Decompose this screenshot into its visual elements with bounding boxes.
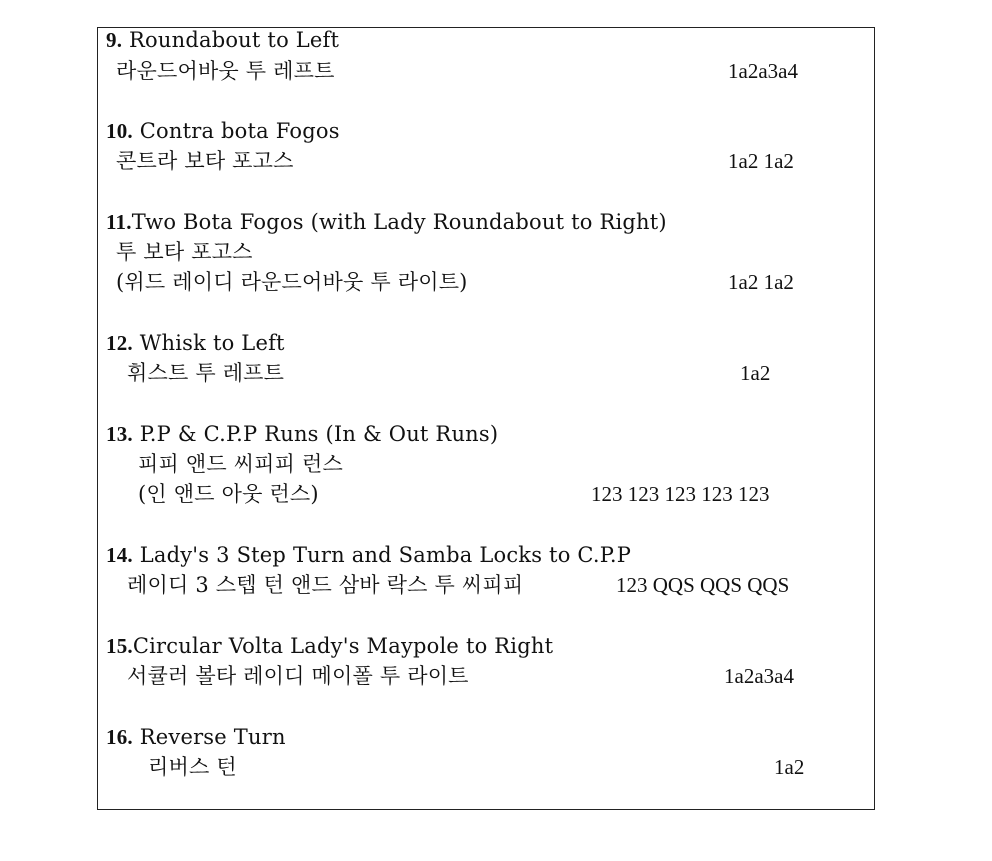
figure-number: 10. (106, 119, 133, 143)
figure-title: Circular Volta Lady's Maypole to Right (132, 634, 554, 658)
figure-title: Lady's 3 Step Turn and Samba Locks to C.P.P (132, 543, 632, 567)
figure-11-title (106, 207, 667, 237)
figure-16-korean: 리버스 턴 (148, 755, 237, 779)
figure-13-title (106, 419, 498, 449)
figure-11-korean-line-2: (위드 레이디 라운드어바웃 투 라이트) (116, 270, 468, 294)
figure-number: 15. (106, 634, 133, 658)
figure-11-count: 1a2 1a2 (728, 270, 794, 294)
figure-number: 12. (106, 331, 133, 355)
figure-14-count: 123 QQS QQS QQS (616, 573, 790, 597)
figure-title: P.P & C.P.P Runs (In & Out Runs) (132, 422, 499, 446)
figure-11-korean-line-1: 투 보타 포고스 (116, 240, 253, 264)
figure-13-korean-line-1: 피피 앤드 씨피피 런스 (138, 452, 343, 476)
figure-14-korean: 레이디 3 스텝 턴 앤드 삼바 락스 투 씨피피 (127, 573, 524, 597)
figure-12-count: 1a2 (740, 361, 771, 385)
figure-13-count: 123 123 123 123 123 (591, 482, 770, 506)
figure-10-korean: 콘트라 보타 포고스 (116, 149, 294, 173)
figure-9-title (106, 25, 339, 55)
figure-16-title (106, 722, 286, 752)
figure-14-title (106, 540, 631, 570)
figure-12-title (106, 328, 285, 358)
figure-15-title (106, 631, 553, 661)
figure-9-korean: 라운드어바웃 투 레프트 (116, 59, 335, 83)
figure-15-count: 1a2a3a4 (724, 664, 794, 688)
figure-number: 11. (106, 210, 132, 234)
figure-number: 16. (106, 725, 133, 749)
figure-number: 9. (106, 28, 123, 52)
figure-title: Two Bota Fogos (with Lady Roundabout to Right) (131, 210, 667, 234)
figure-9-count: 1a2a3a4 (728, 59, 798, 83)
figure-13-korean-line-2: (인 앤드 아웃 런스) (138, 482, 319, 506)
figure-title: Roundabout to Left (122, 28, 340, 52)
figure-title: Reverse Turn (132, 725, 286, 749)
figure-10-title (106, 116, 340, 146)
figure-12-korean: 휘스트 투 레프트 (127, 361, 285, 385)
figure-16-count: 1a2 (774, 755, 805, 779)
figure-10-count: 1a2 1a2 (728, 149, 794, 173)
figure-title: Contra bota Fogos (132, 119, 340, 143)
figure-15-korean: 서큘러 볼타 레이디 메이폴 투 라이트 (127, 664, 469, 688)
figure-title: Whisk to Left (132, 331, 285, 355)
figure-number: 13. (106, 422, 133, 446)
figure-number: 14. (106, 543, 133, 567)
